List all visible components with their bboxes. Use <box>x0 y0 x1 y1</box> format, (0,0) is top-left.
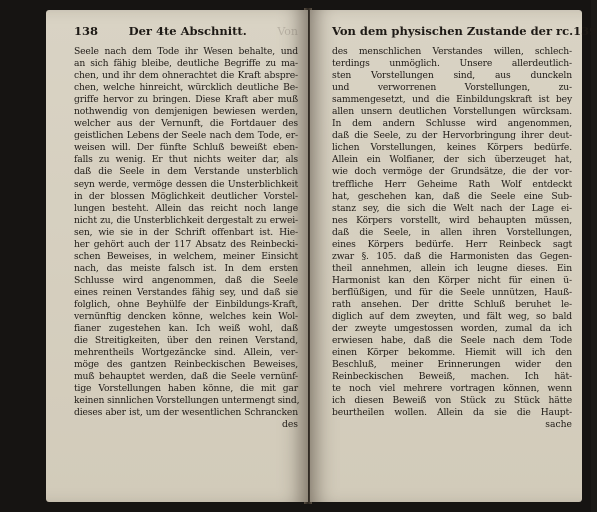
text-line: Schlusse wird angenommen, daß die Seele <box>74 274 298 286</box>
right-page-header <box>332 24 597 40</box>
text-line: sen, wie sie in der Schrift offenbart ist. Hie- <box>74 226 298 238</box>
text-line: an sich fähig bleibe, deutliche Begriffe zu ma- <box>74 58 298 70</box>
text-line: beurtheilen wollen. Allein da sie die Haupt- <box>332 407 572 419</box>
text-line: treffliche Herr Geheime Rath Wolf entdeckt <box>332 178 572 190</box>
text-line: wie doch vermöge der Grundsätze, die der vor- <box>332 166 572 178</box>
text-line: nicht zu, die Unsterblichkeit dergestalt zu erwei- <box>74 214 298 226</box>
text-line: berflüßigen, und für die Seele unnützen, Hauß- <box>332 286 572 298</box>
text-line: terdings unmöglich. Unsere allerdeutlich- <box>332 58 572 70</box>
text-line: chen, welche hinreicht, würcklich deutliche Be- <box>74 82 298 94</box>
text-line: chen, und ihr dem ohnerachtet die Kraft abspre- <box>74 70 298 82</box>
text-line: griffe hervor zu bringen. Diese Kraft aber muß <box>74 94 298 106</box>
text-line: daß die Seele, zu der Hervorbringung ihrer deut- <box>332 130 572 142</box>
text-line: weisen will. Der fünfte Schluß beweißt eben- <box>74 142 298 154</box>
catchword-left: des <box>281 419 298 431</box>
text-line: Reinbeckischen Beweiß, machen. Ich hät- <box>332 371 572 383</box>
text-line: lichen Vorstellungen, keines Körpers bedürfe. <box>332 142 572 154</box>
text-line: hat, geschehen kan, daß die Seele eine Sub- <box>332 190 572 202</box>
text-line: eines Körpers bedürfe. Herr Reinbeck sagt <box>332 238 572 250</box>
text-line: und verworrenen Vorstellungen, zu- <box>332 82 572 94</box>
text-line: rath ansehen. Der dritte Schluß beruhet le- <box>332 298 572 310</box>
text-line: In dem andern Schlusse wird angenommen, <box>332 118 572 130</box>
text-line: theil annehmen, allein ich leugne dieses. Ein <box>332 262 572 274</box>
text-line: sammengesetzt, und die Einbildungskraft ist bey <box>332 94 572 106</box>
text-line: in der blossen Möglichkeit deutlicher Vorstel- <box>74 190 298 202</box>
text-line: mehrentheils Wortgezäncke sind. Allein, ver- <box>74 347 298 359</box>
left-page-body <box>74 46 298 419</box>
text-line: keinen sinnlichen Vorstellungen untermengt sind, <box>74 395 300 407</box>
text-line: vernünftig dencken könne, welches kein Wol- <box>74 311 298 323</box>
text-line: nothwendig von demjenigen bewiesen werden, <box>74 106 298 118</box>
text-line: die Streitigkeiten, über den reinen Verstand, <box>74 335 298 347</box>
page-number-right: 139 <box>573 24 597 38</box>
running-head-left: Der 4te Abschnitt. <box>128 24 247 38</box>
text-line: Allein ein Wolfianer, der sich überzeuget hat, <box>332 154 572 166</box>
text-line: welcher aus der Vernunft, die Fortdauer des <box>74 118 298 130</box>
text-line: daß die Seele, in allen ihren Vorstellungen, <box>332 226 572 238</box>
text-line: stanz sey, die sich die Welt nach der Lage ei- <box>332 202 572 214</box>
text-line: Seele nach dem Tode ihr Wesen behalte, und <box>74 46 298 57</box>
text-line: falls zu wenig. Er thut nichts weiter dar, als <box>74 154 298 166</box>
text-line: zwar §. 105. daß die Harmonisten das Gegen- <box>332 250 572 262</box>
text-line: muß behauptet werden, daß die Seele vernünf- <box>74 371 298 383</box>
text-line: dieses aber ist, um der wesentlichen Schrancken <box>74 407 298 419</box>
text-line: daß die Seele in dem Verstande unsterblich <box>74 166 298 178</box>
running-head-right: Von dem physischen Zustande der rc. <box>332 24 574 38</box>
text-line: einen Körper bekomme. Hiemit will ich den <box>332 347 572 359</box>
text-line: tige Vorstellungen haben könne, die mit gar <box>74 383 298 395</box>
left-page-header <box>74 24 298 40</box>
text-line: sten Vorstellungen sind, aus dunckeln <box>332 70 572 82</box>
text-line: fianer zugestehen kan. Ich weiß wohl, daß <box>74 323 298 335</box>
text-line: allen unsern deutlichen Vorstellungen würcksam. <box>332 106 572 118</box>
right-page-body <box>332 46 572 419</box>
text-line: her gehört auch der 117 Absatz des Reinbecki- <box>74 238 298 250</box>
text-line: der zweyte umgestossen worden, zumal da ich <box>332 323 572 335</box>
text-line: erwiesen habe, daß die Seele nach dem Tode <box>332 335 572 347</box>
text-line: ich diesen Beweiß von Stück zu Stück hätte <box>332 395 572 407</box>
text-line: nes Körpers vorstellt, wird behaupten müssen, <box>332 214 572 226</box>
text-line: des menschlichen Verstandes willen, schlech- <box>332 46 572 57</box>
text-line: schen Beweises, in welchem, meiner Einsicht <box>74 250 298 262</box>
page-number-left: 138 <box>74 24 99 38</box>
text-line: te noch viel mehrere vortragen können, wenn <box>332 383 572 395</box>
catchword-right: sache <box>545 419 572 431</box>
text-line: möge des gantzen Reinbeckischen Beweises, <box>74 359 298 371</box>
text-line: seyn werde, vermöge dessen die Unsterblichkeit <box>74 178 298 190</box>
text-line: Harmonist kan den Körper nicht für einen ü- <box>332 274 572 286</box>
text-line: lungen besteht. Allein das reicht noch lange <box>74 202 298 214</box>
text-line: geistlichen Lebens der Seele nach dem Tode, er- <box>74 130 298 142</box>
bleed-through-text: Von <box>277 25 298 38</box>
right-page <box>310 10 597 502</box>
left-page <box>46 10 308 502</box>
text-line: diglich auf dem zweyten, und fält weg, so bald <box>332 311 572 323</box>
text-line: eines reinen Verstandes fähig sey, und daß sie <box>74 286 298 298</box>
text-line: Beschluß, meiner Erinnerungen wider den <box>332 359 572 371</box>
text-line: nach, das meiste falsch ist. In dem ersten <box>74 262 298 274</box>
text-line: folglich, ohne Beyhülfe der Einbildungs-Kraft, <box>74 298 298 310</box>
